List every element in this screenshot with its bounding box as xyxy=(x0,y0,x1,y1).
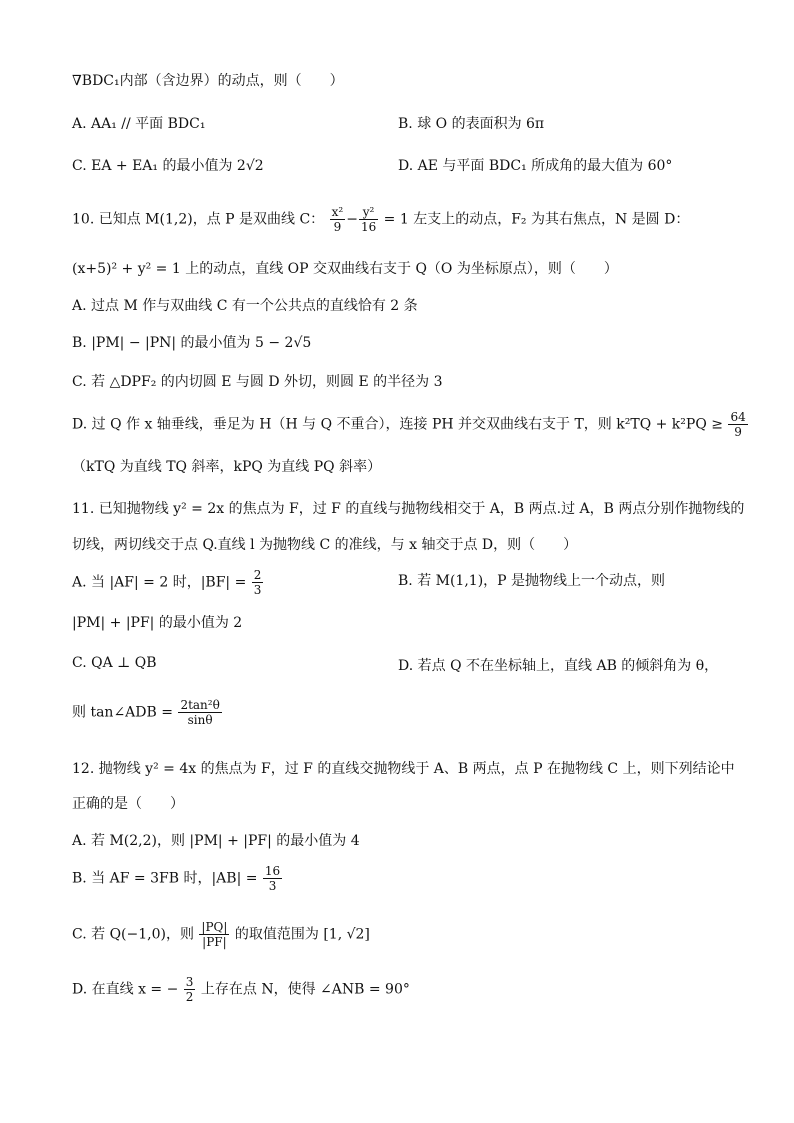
fraction-3-2: $\frac{3}{2}$ xyxy=(185,975,194,1004)
q10-option-d-note: （kTQ 为直线 TQ 斜率，kPQ 为直线 PQ 斜率） xyxy=(72,459,382,475)
fraction-2-3: $\frac{2}{3}$ xyxy=(253,568,262,597)
fraction-64-9: $\frac{64}{9}$ xyxy=(730,410,746,439)
q10-option-d: D. 过 Q 作 x 轴垂线，垂足为 H（H 与 Q 不重合），连接 PH 并交双曲线右支于 T，则 k²TQ + k²PQ ≥ $\frac{64}{9}$ xyxy=(72,410,746,439)
q10-option-c: C. 若 △DPF₂ 的内切圆 E 与圆 D 外切，则圆 E 的半径为 3 xyxy=(72,374,443,390)
q11-stem-a: 11. 已知抛物线 y² = 2x 的焦点为 F，过 F 的直线与抛物线相交于 A，B 两点.过 A，B 两点分别作抛物线的 xyxy=(72,501,745,517)
fraction-16-3: $\frac{16}{3}$ xyxy=(264,864,281,893)
q9-option-b: B. 球 O 的表面积为 6π xyxy=(398,116,545,132)
q9-option-a: A. AA₁ // 平面 BDC₁ xyxy=(72,116,206,132)
q12-option-d: D. 在直线 x = − $\frac{3}{2}$ 上存在点 N，使得 ∠ANB = 90° xyxy=(72,975,410,1004)
q10-stem-a: 10. 已知点 M(1,2)，点 P 是双曲线 C： xyxy=(72,211,325,228)
q11-option-b-cont: |PM| + |PF| 的最小值为 2 xyxy=(72,615,243,631)
q10-stem: 10. 已知点 M(1,2)，点 P 是双曲线 C： $\frac{\text{x²}}{9}$ − $\frac{\text{y²}}{16}$ = 1 左支上的动点，F₂ 为其右焦点，N 是圆 D： xyxy=(72,205,690,234)
q9-option-c: C. EA + EA₁ 的最小值为 2√2 xyxy=(72,158,264,174)
fraction-tan: $\frac{\text{2tan²θ}}{\sin\theta}$ xyxy=(180,698,220,727)
q10-option-a: A. 过点 M 作与双曲线 C 有一个公共点的直线恰有 2 条 xyxy=(72,298,418,314)
q11-option-d-cont: 则 tan∠ADB = $\frac{\text{2tan²θ}}{\sin\theta}$ xyxy=(72,698,220,727)
q9-option-d: D. AE 与平面 BDC₁ 所成角的最大值为 60° xyxy=(398,158,673,174)
q12-option-a: A. 若 M(2,2)，则 |PM| + |PF| 的最小值为 4 xyxy=(72,833,360,849)
q11-option-d: D. 若点 Q 不在坐标轴上，直线 AB 的倾斜角为 θ， xyxy=(398,658,719,674)
line-intro: ∇BDC₁内部（含边界）的动点，则（ ） xyxy=(72,73,344,89)
q12-option-b: B. 当 AF = 3FB 时，|AB| = $\frac{16}{3}$ xyxy=(72,864,281,893)
q10-stem-c: (x+5)² + y² = 1 上的动点，直线 OP 交双曲线右支于 Q（O 为坐标原点），则（ ） xyxy=(72,261,618,277)
q10-stem-b: = 1 左支上的动点，F₂ 为其右焦点，N 是圆 D： xyxy=(383,211,690,228)
fraction-x2-9: $\frac{\text{x²}}{9}$ xyxy=(331,205,344,234)
q10-option-b: B. |PM| − |PN| 的最小值为 5 − 2√5 xyxy=(72,335,312,351)
q12-stem-a: 12. 抛物线 y² = 4x 的焦点为 F，过 F 的直线交抛物线于 A、B 两点，点 P 在抛物线 C 上，则下列结论中 xyxy=(72,761,735,777)
q11-option-a: A. 当 |AF| = 2 时，|BF| = $\frac{2}{3}$ xyxy=(72,568,262,597)
q12-option-c: C. 若 Q(−1,0)，则 $\frac{|PQ|}{|PF|}$ 的取值范围为 [1, √2] xyxy=(72,920,370,949)
q11-option-c: C. QA ⊥ QB xyxy=(72,655,157,671)
q11-stem-b: 切线，两切线交于点 Q.直线 l 为抛物线 C 的准线，与 x 轴交于点 D，则（ ） xyxy=(72,537,578,553)
fraction-y2-16: $\frac{\text{y²}}{16}$ xyxy=(360,205,377,234)
fraction-pq-pf: $\frac{|PQ|}{|PF|}$ xyxy=(201,920,228,949)
q12-stem-b: 正确的是（ ） xyxy=(72,796,184,812)
q11-option-b: B. 若 M(1,1)，P 是抛物线上一个动点，则 xyxy=(398,573,666,589)
